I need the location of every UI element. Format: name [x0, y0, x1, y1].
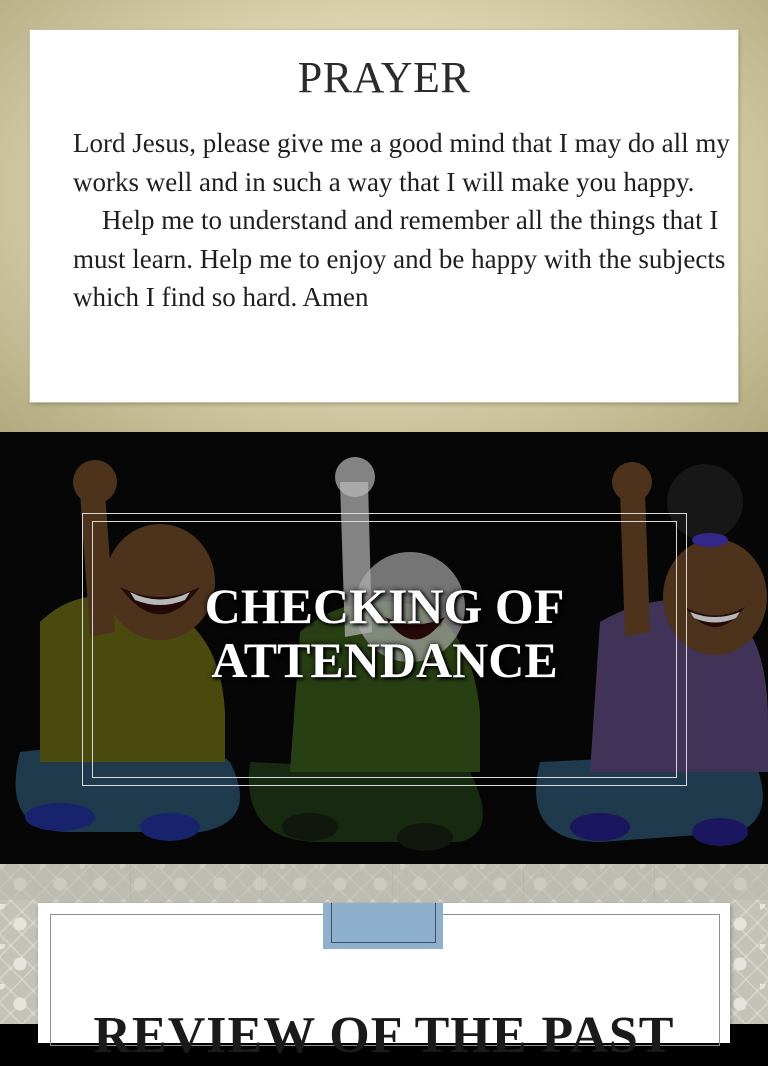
- review-tab-border: [331, 903, 436, 943]
- attendance-title: [92, 579, 677, 687]
- review-slide: [0, 864, 768, 1064]
- prayer-title: PRAYER: [297, 53, 471, 102]
- prayer-paragraph-1: Lord Jesus, please give me a good mind that I may do all my works well and in such a way that I will make you happy.: [73, 128, 730, 197]
- attendance-title-line-1: CHECKING OF: [204, 578, 565, 634]
- prayer-text: [73, 124, 733, 317]
- review-title: REVIEW OF THE PAST: [93, 1007, 675, 1064]
- attendance-slide: [0, 432, 768, 864]
- attendance-title-line-2: ATTENDANCE: [211, 632, 558, 688]
- prayer-paragraph-2: Help me to understand and remember all the things that I must learn. Help me to enjoy and be happy with the subjects which I find so hard. Amen: [73, 205, 726, 312]
- decorative-band: [0, 864, 768, 900]
- prayer-slide: [0, 0, 768, 432]
